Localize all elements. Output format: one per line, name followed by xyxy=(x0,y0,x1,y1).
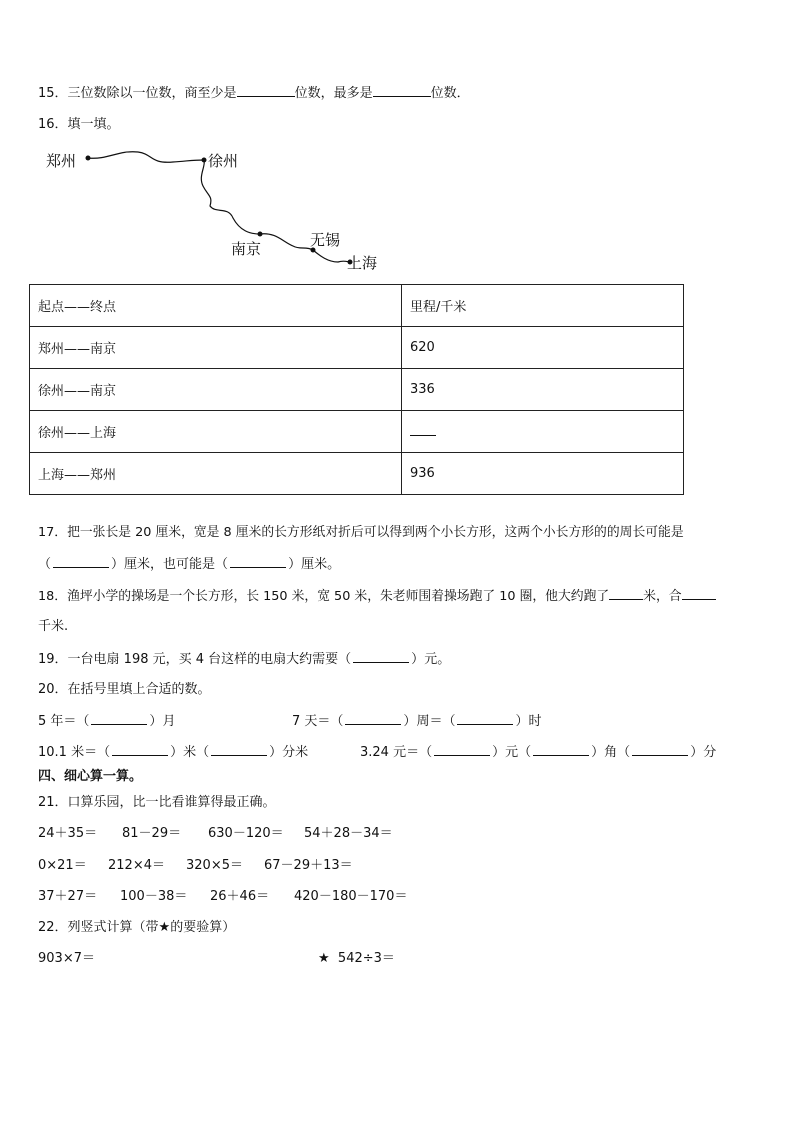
q15-text-1: 15． xyxy=(38,86,68,101)
q20-row2-right xyxy=(360,743,716,762)
table-header-cell: 起点——终点 xyxy=(30,285,402,327)
star-icon: ★ xyxy=(318,951,330,966)
city-label-shanghai: 上海 xyxy=(347,254,378,272)
table-cell: 郑州——南京 xyxy=(30,327,402,369)
q20-answer[interactable]: （ ） xyxy=(97,745,184,760)
question-22-title: 22．列竖式计算（带★的要验算） xyxy=(38,920,236,935)
calc-item: 630－120＝ xyxy=(208,826,284,841)
city-label-wuxi: 无锡 xyxy=(310,231,341,249)
q20-answer[interactable]: （ ） xyxy=(330,714,417,729)
q19-text-a: 19．一台电扇 198 元，买 4 台这样的电扇大约需要 xyxy=(38,652,339,667)
table-cell xyxy=(402,411,684,453)
question-18-line1 xyxy=(38,587,716,606)
city-label-nanjing: 南京 xyxy=(231,240,262,258)
calc-item: 26＋46＝ xyxy=(210,889,270,904)
q19-answer[interactable]: （ ） xyxy=(338,652,425,667)
question-17-line2 xyxy=(38,555,340,574)
table-cell: 徐州——上海 xyxy=(30,411,402,453)
q20-unit: 周＝ xyxy=(416,714,443,729)
distance-table xyxy=(29,284,684,495)
q20-label: 7 天＝ xyxy=(292,714,331,729)
q15-text-4: 位数． xyxy=(430,86,470,101)
table-cell: 336 xyxy=(402,369,684,411)
q15-text-2: 三位数除以一位数，商至少是 xyxy=(67,86,237,101)
question-18-line2: 千米. xyxy=(38,619,69,634)
calc-item: 67－29＋13＝ xyxy=(264,858,353,873)
q20-unit: 分米 xyxy=(282,745,309,760)
table-answer-blank[interactable] xyxy=(410,423,436,436)
q18-blank-1[interactable] xyxy=(609,587,643,600)
calc-item: 24＋35＝ xyxy=(38,826,98,841)
q20-row1-right xyxy=(292,712,542,731)
calc-item: 420－180－170＝ xyxy=(294,889,408,904)
table-cell: 620 xyxy=(402,327,684,369)
q22-item-2-text: 542÷3＝ xyxy=(337,951,395,966)
q20-unit: 元 xyxy=(505,745,519,760)
calc-item: 81－29＝ xyxy=(122,826,182,841)
table-row xyxy=(30,453,684,495)
calc-item: 0×21＝ xyxy=(38,858,87,873)
calc-item: 212×4＝ xyxy=(108,858,165,873)
q22-item-2 xyxy=(318,950,395,968)
q20-unit: 角 xyxy=(604,745,618,760)
q20-answer[interactable]: （ ） xyxy=(617,745,704,760)
q18-blank-2[interactable] xyxy=(682,587,716,600)
q22-item-1: 903×7＝ xyxy=(38,951,95,966)
q20-answer[interactable]: （ ） xyxy=(442,714,529,729)
table-header-row xyxy=(30,285,684,327)
question-16-title: 16．填一填。 xyxy=(38,117,120,132)
q15-blank-2[interactable] xyxy=(373,84,431,97)
calc-item: 320×5＝ xyxy=(186,858,243,873)
q20-label: 5 年＝ xyxy=(38,714,77,729)
q20-answer[interactable]: （ ） xyxy=(419,745,506,760)
question-17-line1: 17．把一张长是 20 厘米，宽是 8 厘米的长方形纸对折后可以得到两个小长方形，这两个小长方形的的周长可能是 xyxy=(38,525,684,540)
table-cell: 936 xyxy=(402,453,684,495)
q20-row2-left xyxy=(38,743,308,762)
table-row xyxy=(30,411,684,453)
q15-text-3: 位数，最多是 xyxy=(294,86,373,101)
q17-text-a: 厘米，也可能是 xyxy=(124,557,216,572)
question-21-title: 21．口算乐园，比一比看谁算得最正确。 xyxy=(38,795,276,810)
q21-row xyxy=(38,888,407,906)
question-20-title: 20．在括号里填上合适的数。 xyxy=(38,682,211,697)
q17-text-b: 厘米。 xyxy=(301,557,341,572)
q15-blank-1[interactable] xyxy=(237,84,295,97)
table-row xyxy=(30,369,684,411)
city-dot-xuzhou xyxy=(202,158,207,163)
q20-unit: 月 xyxy=(162,714,176,729)
calc-item: 37＋27＝ xyxy=(38,889,98,904)
table-cell: 上海——郑州 xyxy=(30,453,402,495)
q21-row xyxy=(38,825,393,843)
section-4-heading: 四、细心算一算。 xyxy=(38,769,143,784)
q18-text-b: 米，合 xyxy=(643,589,682,604)
city-label-zhengzhou: 郑州 xyxy=(46,152,77,170)
q20-unit: 分 xyxy=(703,745,717,760)
q20-label: 10.1 米＝ xyxy=(38,745,98,760)
table-row xyxy=(30,327,684,369)
q19-text-b: 元。 xyxy=(424,652,451,667)
q17-answer-1[interactable]: （ ） xyxy=(38,557,125,572)
table-cell: 徐州——南京 xyxy=(30,369,402,411)
q20-answer[interactable]: （ ） xyxy=(196,745,283,760)
city-label-xuzhou: 徐州 xyxy=(208,152,239,170)
q21-row xyxy=(38,857,353,875)
city-dot-nanjing xyxy=(258,232,263,237)
q20-unit: 时 xyxy=(528,714,542,729)
q20-answer[interactable]: （ ） xyxy=(76,714,163,729)
q20-answer[interactable]: （ ） xyxy=(518,745,605,760)
q17-answer-2[interactable]: （ ） xyxy=(215,557,302,572)
question-19 xyxy=(38,650,450,669)
table-header-cell: 里程/千米 xyxy=(402,285,684,327)
calc-item: 100－38＝ xyxy=(120,889,188,904)
calc-item: 54＋28－34＝ xyxy=(304,826,393,841)
q20-row1-left xyxy=(38,712,175,731)
city-dot-zhengzhou xyxy=(86,156,91,161)
q18-text-a: 18．渔坪小学的操场是一个长方形，长 150 米，宽 50 米，朱老师围着操场跑了 10 圈，他大约跑了 xyxy=(38,589,610,604)
question-15 xyxy=(38,84,470,103)
q20-label: 3.24 元＝ xyxy=(360,745,420,760)
route-map xyxy=(38,146,398,276)
q20-unit: 米 xyxy=(183,745,197,760)
